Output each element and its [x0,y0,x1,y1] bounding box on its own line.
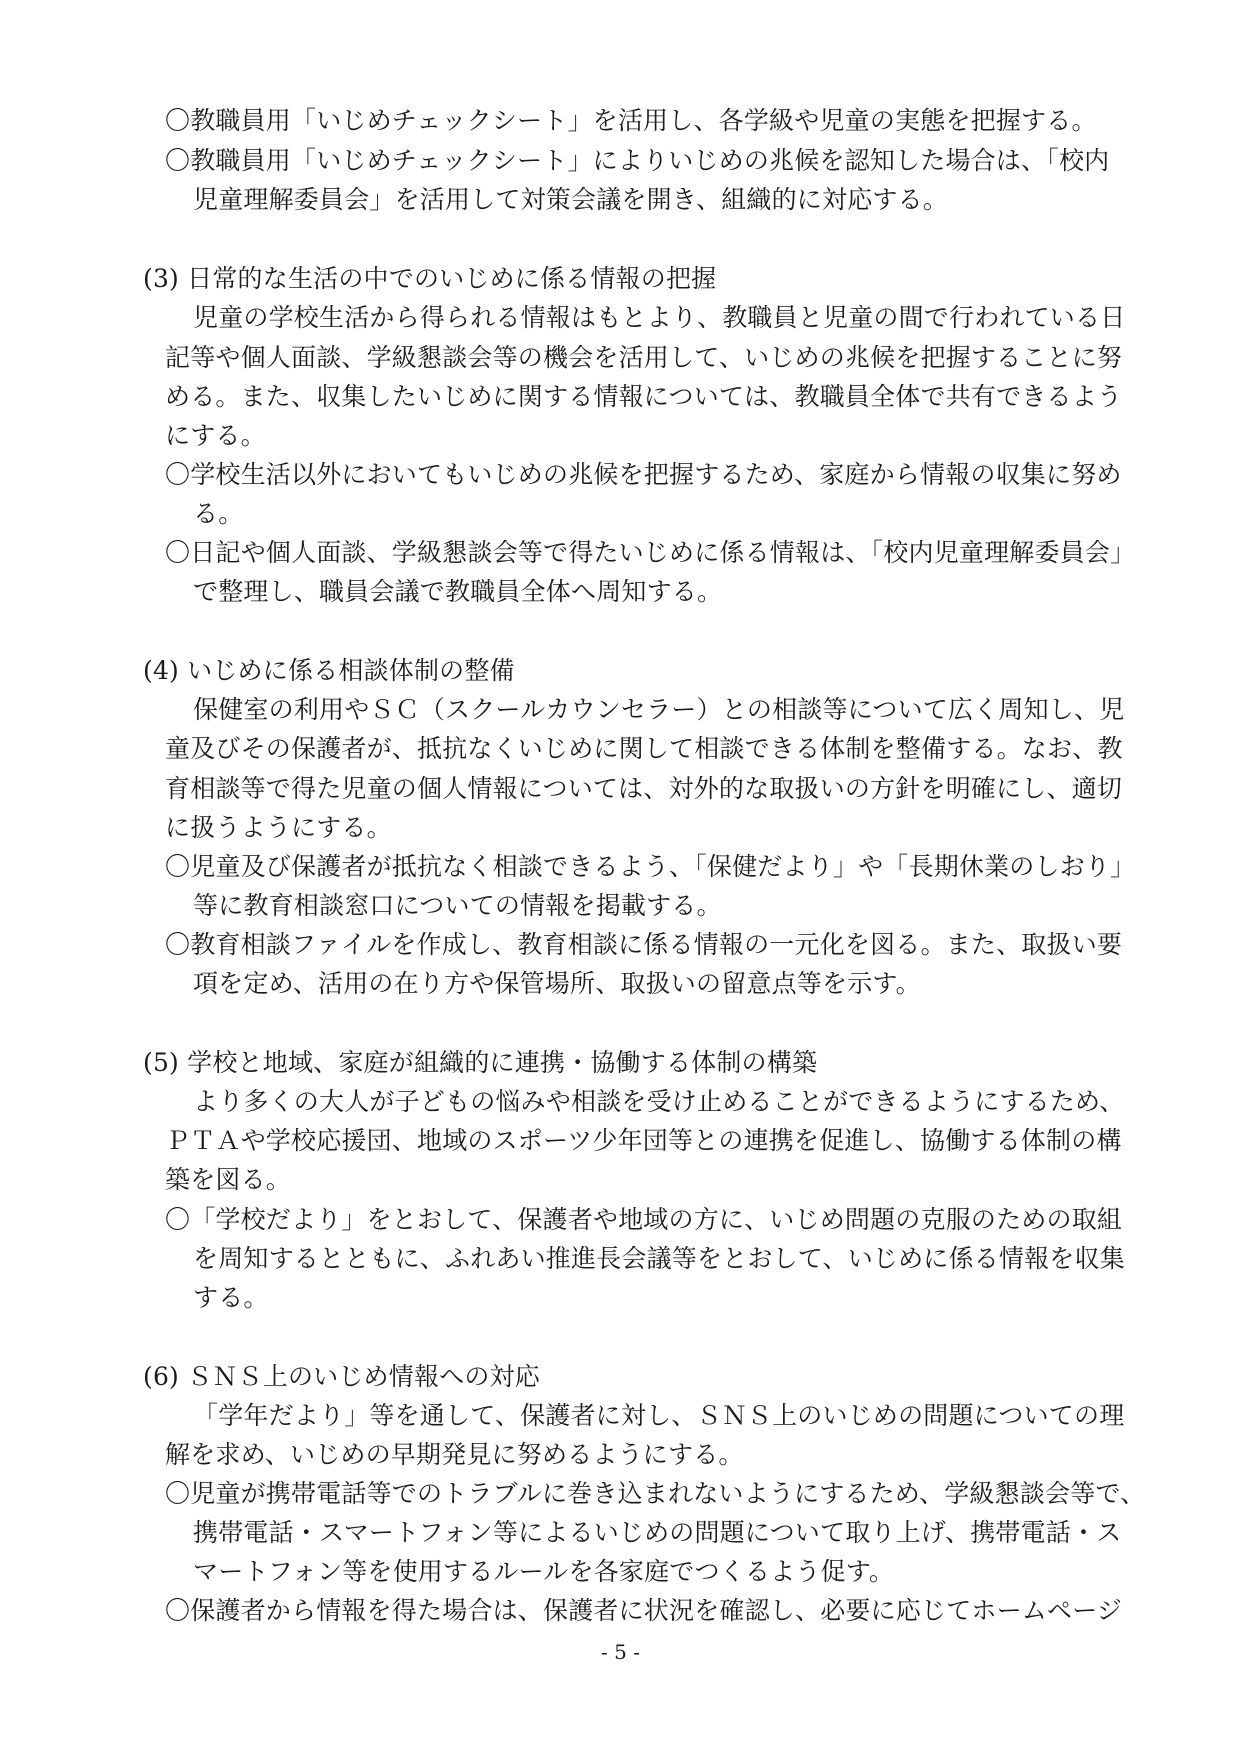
section-4-paragraph-line-3: 育相談等で得た児童の個人情報については、対外的な取扱いの方針を明確にし、適切 [165,774,1123,803]
section-4-item-2-line-2: 項を定め、活用の在り方や保管場所、取扱いの留意点等を示す。 [193,969,921,998]
section-6-item-1-line-3: マートフォン等を使用するルールを各家庭でつくるよう促す。 [193,1557,895,1586]
section-3-heading: (3) 日常的な生活の中でのいじめに係る情報の把握 [143,264,717,293]
section-3-item-1-line-1: 〇学校生活以外においてもいじめの兆候を把握するため、家庭から情報の収集に努め [165,460,1122,489]
section-5-paragraph-line-1: より多くの大人が子どもの悩みや相談を受け止めることができるようにするため、 [193,1087,1125,1116]
section-3-paragraph-line-4: にする。 [165,421,266,450]
section-3-paragraph-line-1: 児童の学校生活から得られる情報はもとより、教職員と児童の間で行われている日 [193,303,1126,332]
section-5-item-1-line-3: する。 [193,1283,269,1312]
section-6-item-1-line-2: 携帯電話・スマートフォン等によるいじめの問題について取り上げ、携帯電話・ス [193,1518,1122,1547]
section-3-item-1-line-2: る。 [193,499,244,528]
section-5-paragraph-line-3: 築を図る。 [165,1165,292,1194]
intro-item-2-line-2: 児童理解委員会」を活用して対策会議を開き、組織的に対応する。 [193,185,949,214]
section-5-item-1-line-1: 〇「学校だより」をとおして、保護者や地域の方に、いじめ問題の克服のための取組 [165,1205,1123,1234]
section-4-item-1-line-2: 等に教育相談窓口についての情報を掲載する。 [193,891,722,920]
section-6-item-2-line-1: 〇保護者から情報を得た場合は、保護者に状況を確認し、必要に応じてホームページ [165,1596,1123,1625]
section-4-paragraph-line-2: 童及びその保護者が、抵抗なくいじめに関して相談できる体制を整備する。なお、教 [165,734,1123,763]
section-5-heading: (5) 学校と地域、家庭が組織的に連携・協働する体制の構築 [143,1048,818,1077]
section-3-item-2-line-1: 〇日記や個人面談、学級懇談会等で得たいじめに係る情報は、「校内児童理解委員会」 [165,538,1136,567]
section-6-paragraph-line-2: 解を求め、いじめの早期発見に努めるようにする。 [165,1440,744,1469]
section-3-paragraph-line-3: める。また、収集したいじめに関する情報については、教職員全体で共有できるよう [165,382,1123,411]
page-number: - 5 - [601,1640,640,1664]
intro-item-2-line-1: 〇教職員用「いじめチェックシート」によりいじめの兆候を認知した場合は、「校内 [165,146,1110,175]
section-4-heading: (4) いじめに係る相談体制の整備 [143,656,515,685]
section-6-item-1-line-1: 〇児童が携帯電話等でのトラブルに巻き込まれないようにするため、学級懇談会等で、 [165,1479,1146,1508]
section-6-paragraph-line-1: 「学年だより」等を通して、保護者に対し、ＳＮＳ上のいじめの問題についての理 [193,1401,1125,1430]
section-4-paragraph-line-4: に扱うようにする。 [165,813,392,842]
section-3-item-2-line-2: で整理し、職員会議で教職員全体へ周知する。 [193,577,723,606]
section-5-item-1-line-2: を周知するとともに、ふれあい推進長会議等をとおして、いじめに係る情報を収集 [193,1244,1125,1273]
section-3-paragraph-line-2: 記等や個人面談、学級懇談会等の機会を活用して、いじめの兆候を把握することに努 [165,343,1123,372]
section-6-heading: (6) ＳＮＳ上のいじめ情報への対応 [143,1362,540,1391]
section-4-item-1-line-1: 〇児童及び保護者が抵抗なく相談できるよう、「保健だより」や「長期休業のしおり」 [165,852,1136,881]
section-4-item-2-line-1: 〇教育相談ファイルを作成し、教育相談に係る情報の一元化を図る。また、取扱い要 [165,930,1123,959]
section-5-paragraph-line-2: ＰＴＡや学校応援団、地域のスポーツ少年団等との連携を促進し、協働する体制の構 [165,1126,1122,1155]
intro-item-1-line-1: 〇教職員用「いじめチェックシート」を活用し、各学級や児童の実態を把握する。 [165,106,1097,135]
section-4-paragraph-line-1: 保健室の利用やＳＣ（スクールカウンセラー）との相談等について広く周知し、児 [193,695,1125,724]
